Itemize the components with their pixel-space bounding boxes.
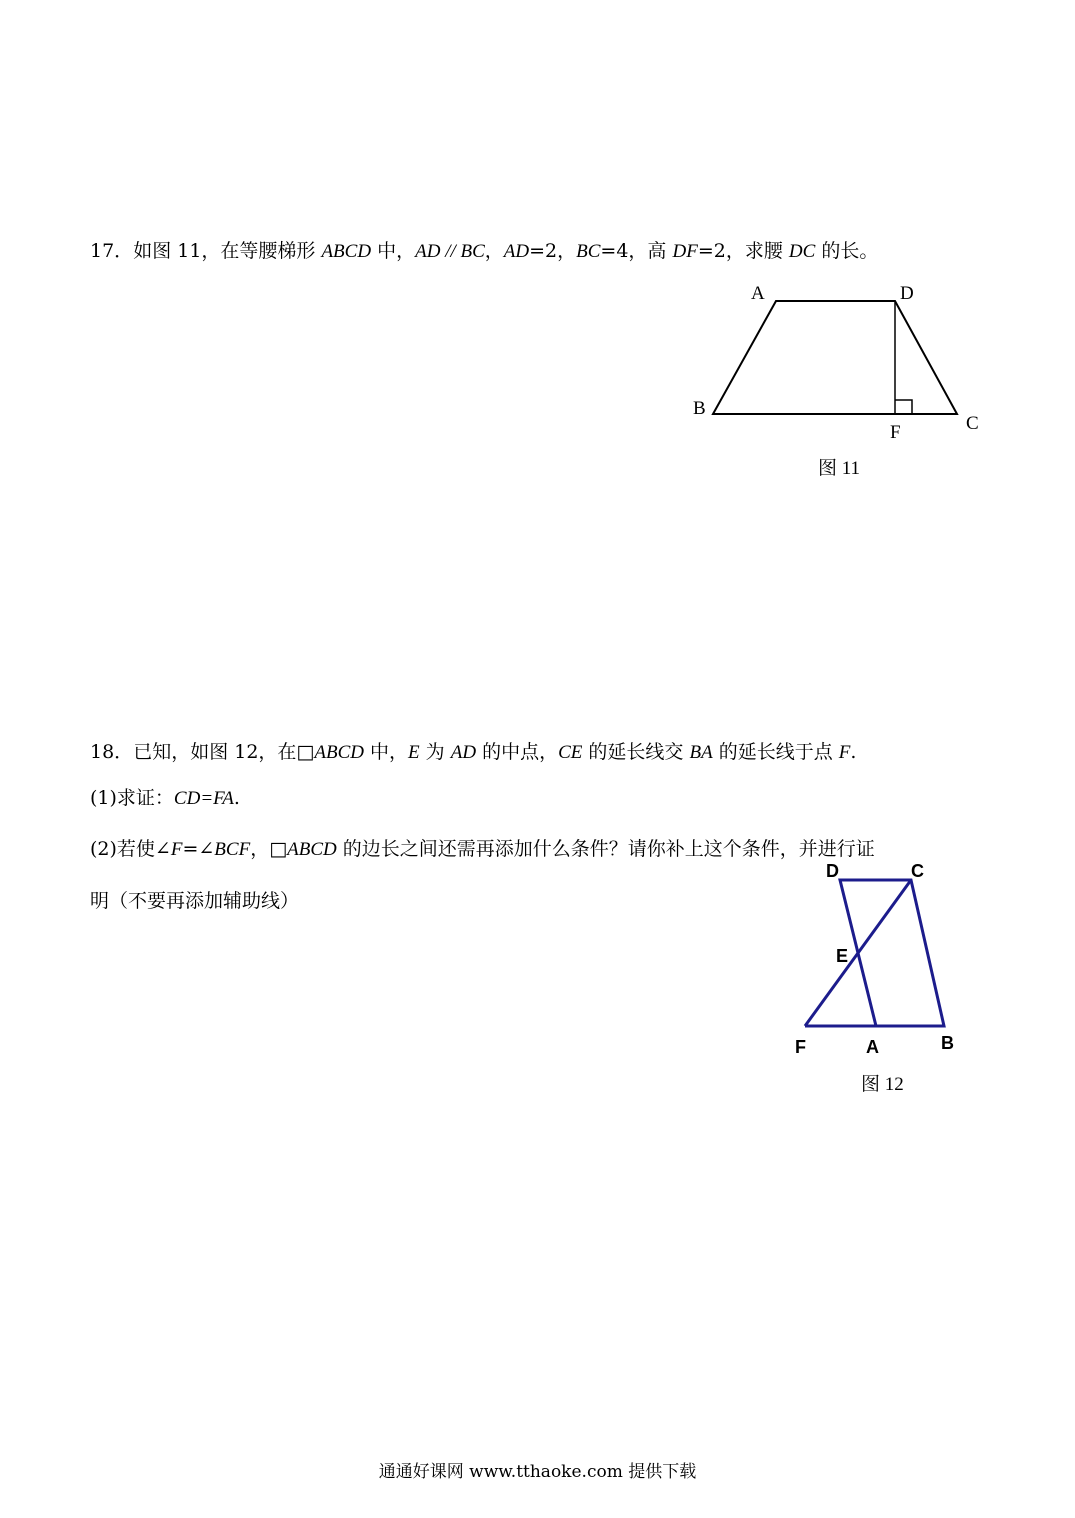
q17-number: 17． <box>90 240 134 262</box>
q18-part2-line1: (2)若使∠F=∠BCF，□ABCD 的边长之间还需再添加什么条件？请你补上这个条件，并进行证 <box>90 838 875 860</box>
fig12-label-f: F <box>795 1037 806 1057</box>
segment-fc <box>805 880 911 1026</box>
fig12-label-b: B <box>941 1033 954 1053</box>
fig11-label-b: B <box>693 398 706 419</box>
parallelogram-symbol: □ <box>296 741 315 763</box>
fig11-label-f: F <box>890 422 901 443</box>
page-footer: 通通好课网 www.tthaoke.com 提供下载 <box>378 1462 697 1482</box>
q18-text: 18．已知，如图 12，在□ABCD 中，E 为 AD 的中点，CE 的延长线交 BA 的延长线于点 F. <box>90 741 857 763</box>
fig11-caption: 图 11 <box>818 458 861 479</box>
fig11-label-c: C <box>966 413 979 434</box>
q18-part1: (1)求证：CD=FA. <box>90 787 240 809</box>
fig12-label-e: E <box>836 946 849 966</box>
fig12-label-a: A <box>866 1037 879 1057</box>
fig12-caption: 图 12 <box>861 1074 904 1095</box>
parallelogram-abcd <box>840 880 944 1026</box>
q18-part2-line2: 明（不要再添加辅助线） <box>90 890 300 912</box>
fig11-label-d: D <box>900 283 914 304</box>
fig12-label-d: D <box>826 861 839 881</box>
parallelogram-symbol: □ <box>269 838 288 860</box>
fig12-label-c: C <box>911 861 924 881</box>
q17-text: 17．如图 11，在等腰梯形 ABCD 中，AD // BC，AD=2，BC=4，高 DF=2，求腰 DC 的长。 <box>90 240 879 262</box>
fig11-label-a: A <box>751 283 765 304</box>
q18-number: 18． <box>90 741 134 763</box>
